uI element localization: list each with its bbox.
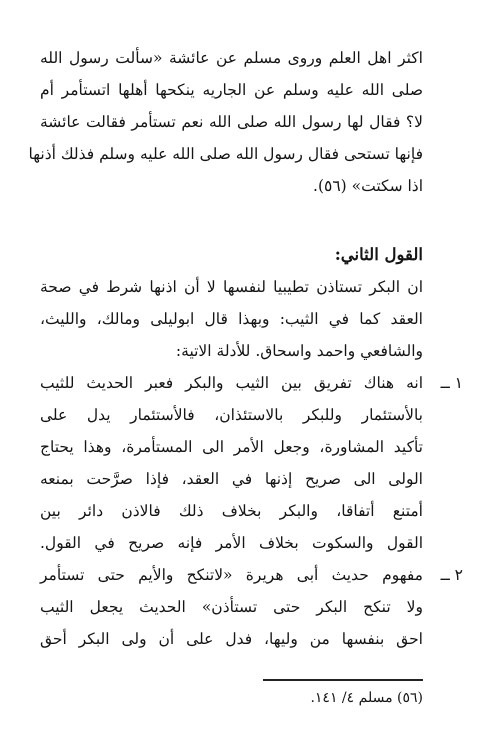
text-line: والشافعي واحمد واسحاق. للأدلة الاتية: bbox=[175, 342, 423, 360]
list-item-2 bbox=[40, 559, 463, 655]
list-item-1 bbox=[40, 367, 463, 559]
text-line: الولى الى صريح إذنها في العقد، فإذا صرَّحت بمنعه bbox=[40, 470, 423, 488]
text-line: احق بنفسها من وليها، فدل على أن ولى البكر أحق bbox=[40, 630, 423, 648]
section-heading-block bbox=[40, 239, 423, 271]
section-heading: القول الثاني: bbox=[334, 245, 423, 264]
footnote: (٥٦) مسلم ٤/ ١٤١. bbox=[310, 690, 423, 706]
text-line: بالأستئمار وللبكر بالاستئذان، فالأستئمار يدل على bbox=[40, 406, 423, 424]
text-line: تأكيد المشاورة، وجعل الأمر الى المستأمرة، وهذا يحتاج bbox=[40, 438, 423, 456]
text-line: ان البكر تستاذن تطيبيا لنفسها لا أن اذنها شرط في صحة bbox=[40, 278, 423, 296]
text-line: اذا سكتت» (٥٦). bbox=[313, 177, 423, 195]
text-line: انه هناك تفريق بين الثيب والبكر فعبر الحديث للثيب bbox=[40, 374, 423, 392]
paragraph-2 bbox=[40, 271, 423, 367]
text-line: القول والسكوت بخلاف الأمر فإنه صريح في القول. bbox=[40, 534, 423, 552]
footnote-divider bbox=[263, 679, 423, 681]
text-line: العقد كما في الثيب: وبهذا قال ابوليلى ومالك، والليث، bbox=[40, 310, 423, 328]
text-line: ولا تنكح البكر حتى تستأذن» الحديث يجعل الثيب bbox=[40, 598, 423, 616]
text-line: مفهوم حديث أبى هريرة «لاتنكح والأيم حتى تستأمر bbox=[40, 566, 423, 584]
text-line: أمتنع أتفاقا، والبكر بخلاف ذلك فالاذن دائر بين bbox=[40, 502, 423, 520]
text-line: اكثر اهل العلم وروى مسلم عن عائشة «سألت رسول الله bbox=[40, 49, 423, 67]
paragraph-1 bbox=[28, 42, 423, 202]
list-number: ١ ــ bbox=[440, 374, 463, 392]
text-line: لا؟ فقال لها رسول الله صلى الله نعم تستأمر فقالت عائشة bbox=[40, 113, 423, 131]
text-line: فإنها تستحى فقال رسول الله صلى الله عليه وسلم فذلك أذنها bbox=[28, 145, 423, 163]
list-number: ٢ ــ bbox=[440, 566, 463, 584]
text-line: صلى الله عليه وسلم عن الجاريه ينكحها أهلها اتستأمر أم bbox=[40, 81, 423, 99]
numbered-list bbox=[40, 367, 463, 655]
